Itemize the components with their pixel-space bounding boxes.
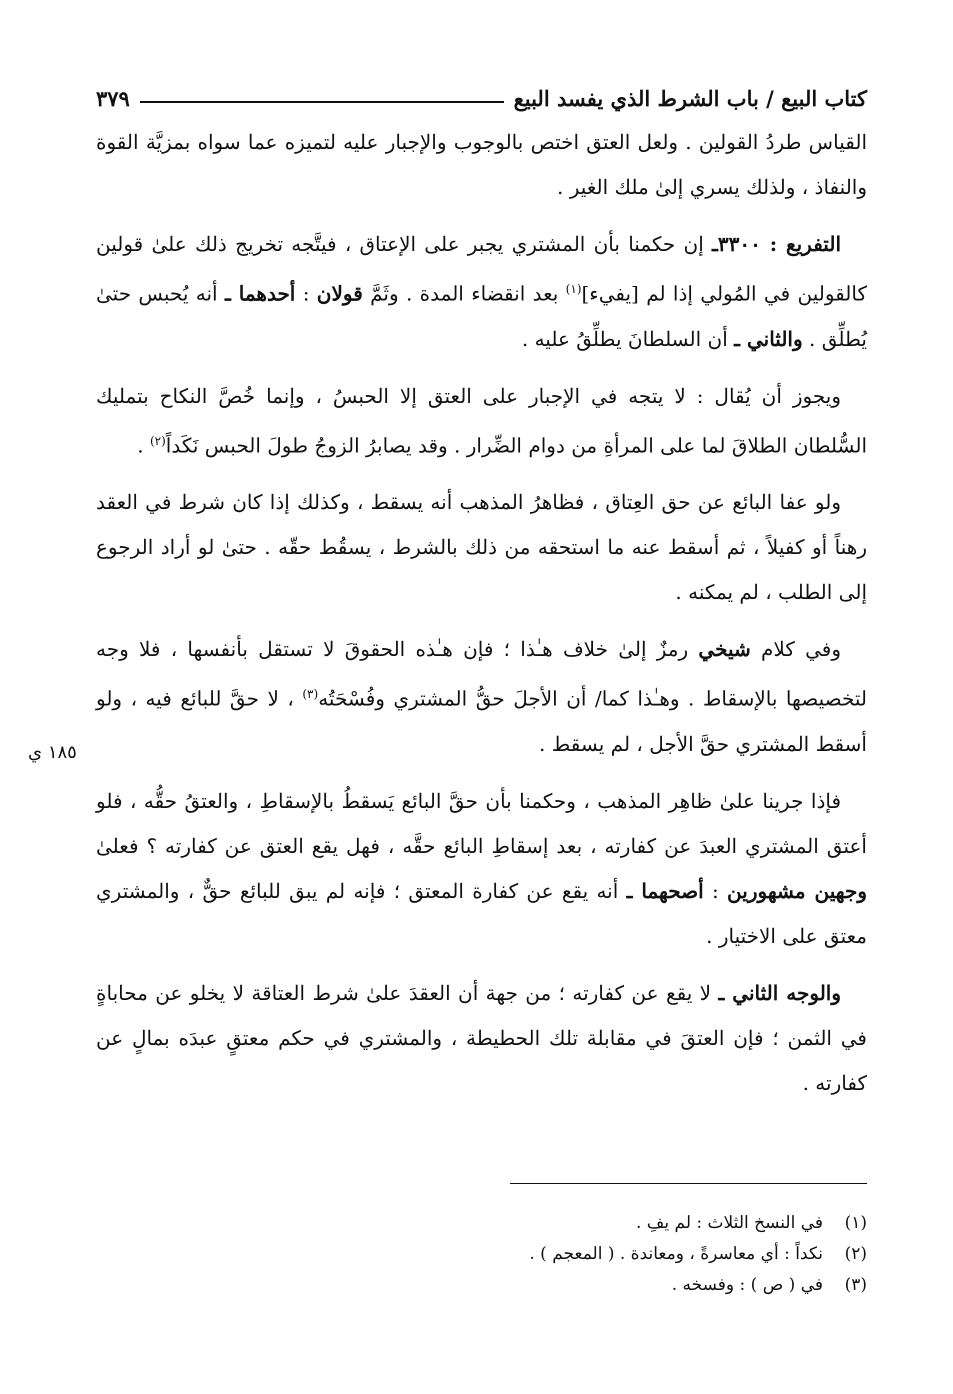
bold-term: والوجه الثاني ـ — [718, 980, 842, 1005]
margin-note: ١٨٥ ي — [28, 742, 77, 763]
paragraph-text: القياس طردُ القولين . ولعل العتق اختص بالوجوب والإجبار عليه لتميزه عما سواه بمزيَّة القوة والنفاذ ، ولذلك يسري إلىٰ ملك الغير . — [96, 130, 867, 199]
paragraph-text: أن السلطانَ يطلِّقُ عليه . — [521, 326, 735, 351]
footnote-number: (٢) — [844, 1244, 867, 1264]
paragraph-4 — [96, 480, 867, 615]
paragraph-text: ويجوز أن يُقال : لا يتجه في الإجبار على العتق إلا الحبسُ ، وإنما خُصَّ النكاح بتمليك السُّلطان الطلاقَ لما على المرأةِ من دوام الضِّرار . وقد يصابرُ الزوجُ طولَ الحبس نَكَداً — [96, 383, 867, 458]
section-heading: التفريع : ٣٣٠٠ـ — [712, 232, 841, 256]
paragraph-text: ولو عفا البائع عن حق العِتاق ، فظاهرُ المذهب أنه يسقط ، وكذلك إذا كان شرط في العقد رهناً أو كفيلاً ، ثم أسقط عنه ما استحقه من ذلك بالشرط ، يسقُط حقّه . حتىٰ لو أراد الرجوع إلى الطلب ، لم يمكنه . — [96, 490, 867, 605]
paragraph-6 — [96, 779, 867, 959]
paragraph-2 — [96, 222, 867, 362]
footnote-ref: (١) — [565, 282, 582, 296]
footnote-item — [96, 1270, 867, 1301]
footnotes — [96, 1208, 867, 1301]
paragraph-text: : — [703, 878, 728, 903]
paragraph-1 — [96, 120, 867, 210]
footnote-number: (١) — [844, 1213, 867, 1233]
footnote-text: في ( ص ) : وفسخه . — [671, 1275, 823, 1295]
bold-term: شيخي — [698, 637, 751, 662]
bold-term: والثاني ـ — [734, 326, 803, 351]
footnote-ref: (٢) — [149, 433, 166, 448]
paragraph-5 — [96, 627, 867, 767]
paragraph-3 — [96, 374, 867, 469]
paragraph-text: رمزٌ إلىٰ خلاف هـٰذا ؛ فإن هـٰذه الحقوقَ لا تستقل بأنفسها ، فلا وجه لتخصيصها بالإسقاط . وهـٰذا كما/ أن الأجلَ حقُّ المشتري وفُسْحَتُه — [96, 637, 867, 711]
footnote-text: نكداً : أي معاسرةً ، ومعاندة . ( المعجم ) . — [529, 1244, 823, 1264]
paragraph-text: بعد انقضاء المدة . وثَمَّ — [362, 281, 566, 306]
paragraph-text: أنه يُحبس حتىٰ يُطلِّق . — [96, 281, 867, 351]
running-title: كتاب البيع / باب الشرط الذي يفسد البيع — [513, 85, 867, 111]
page-header — [96, 78, 867, 118]
bold-term: أحدهما ـ — [224, 281, 296, 306]
paragraph-text: إن حكمنا بأن المشتري يجبر على الإعتاق ، فيتَّجه تخريج ذلك علىٰ قولين كالقولين في المُولي إذا لم [يفيء] — [96, 232, 868, 306]
paragraph-7 — [96, 971, 867, 1106]
paragraph-text: فإذا جرينا علىٰ ظاهِر المذهب ، وحكمنا بأن حقَّ البائع يَسقطُ بالإسقاطِ ، والعتقُ حقُّه ، فلو أعتق المشتري العبدَ عن كفارته ، بعد إسقاطِ البائع حقَّه ، فهل يقع العتق عن كفارته ؟ فعلىٰ — [96, 788, 867, 858]
paragraph-text: وفي كلام — [750, 637, 841, 662]
page-number: ٣٧٩ — [96, 85, 130, 111]
paragraph-text: ، لا حقَّ للبائع فيه ، ولو أسقط المشتري حقَّ الأجل ، لم يسقط . — [96, 686, 867, 756]
footnote-rule — [510, 1183, 867, 1184]
paragraph-text: أنه يقع عن كفارة المعتق ؛ فإنه لم يبق للبائع حقٌّ ، والمشتري معتق على الاختيار . — [96, 878, 867, 948]
footnote-ref: (٣) — [302, 687, 319, 702]
footnote-item — [96, 1208, 867, 1239]
paragraph-text: . — [137, 433, 150, 458]
footnote-item — [96, 1239, 867, 1270]
bold-term: وجهين مشهورين — [727, 878, 868, 903]
paragraph-text: لا يقع عن كفارته ؛ من جهة أن العقدَ علىٰ شرط العتاقة لا يخلو عن محاباةٍ في الثمن ؛ فإن العتقَ في مقابلة تلك الحطيطة ، والمشتري في حكم معتقٍ عبدَه بمالٍ عن كفارته . — [96, 980, 867, 1095]
paragraph-text: : — [295, 281, 317, 306]
footnote-text: في النسخ الثلاث : لم يفِ . — [635, 1213, 823, 1233]
bold-term: أصحهما ـ — [626, 878, 704, 903]
footnote-number: (٣) — [844, 1275, 867, 1295]
bold-term: قولان — [316, 281, 363, 306]
header-rule — [140, 101, 504, 103]
main-text — [96, 120, 867, 1118]
